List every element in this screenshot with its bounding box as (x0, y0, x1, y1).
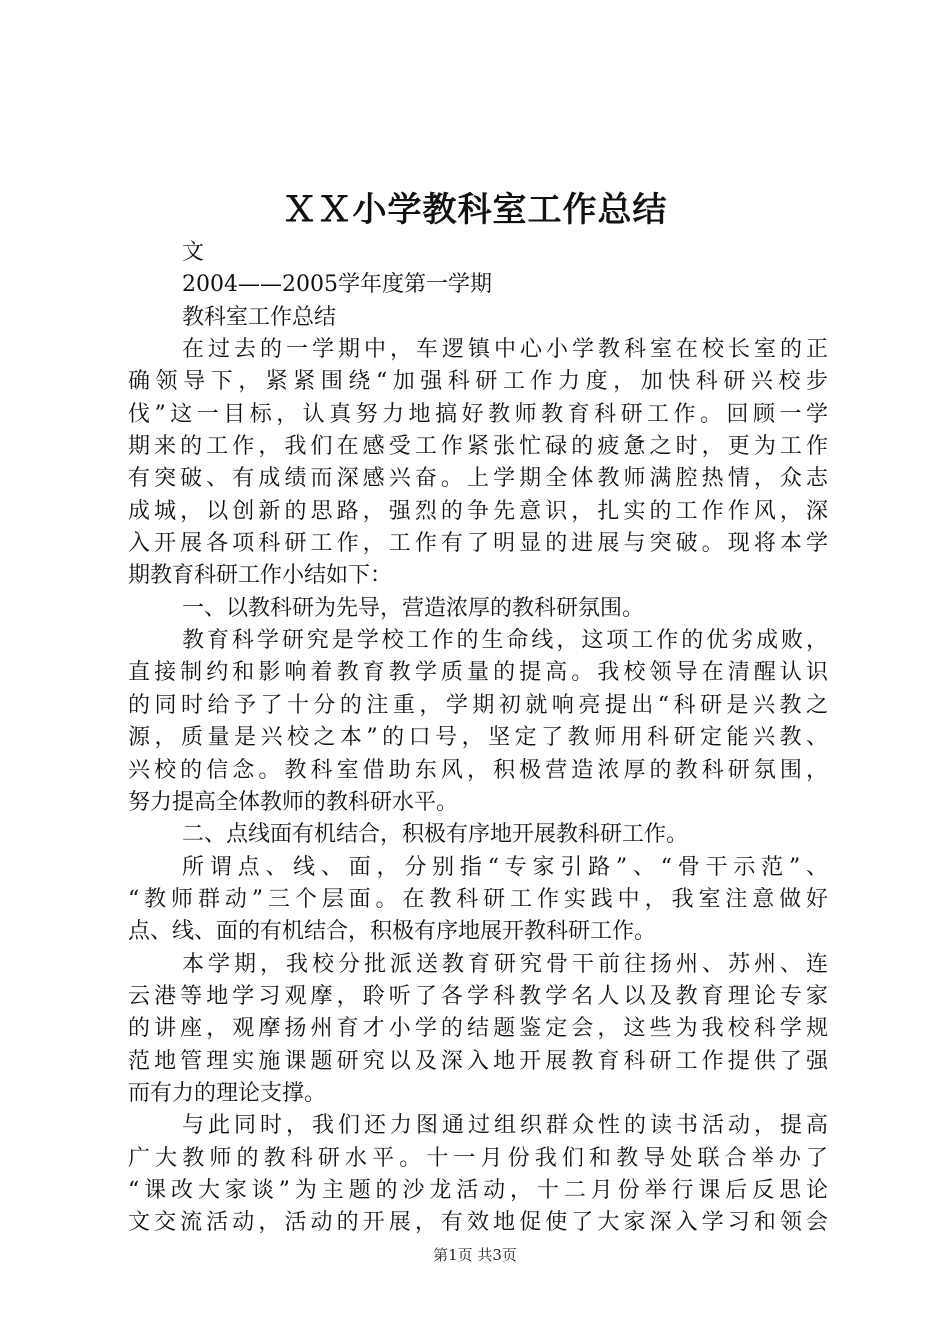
text-line: 教科室工作总结 (182, 304, 337, 330)
text-line: 广大教师的教科研水平。十一月份我们和教导处联合举办了 (128, 1145, 828, 1171)
text-line: 教育科学研究是学校工作的生命线，这项工作的优劣成败， (182, 628, 828, 654)
page-footer: 第1页 共3页 (433, 1246, 517, 1264)
text-line: 确领导下，紧紧围绕“加强科研工作力度，加快科研兴校步 (128, 369, 828, 395)
text-line: 有突破、有成绩而深感兴奋。上学期全体教师满腔热情，众志 (128, 466, 828, 492)
text-line: 云港等地学习观摩，聆听了各学科教学名人以及教育理论专家 (128, 983, 828, 1009)
text-line: 二、点线面有机结合，积极有序地开展教科研工作。 (182, 822, 689, 848)
text-line: 文 (182, 240, 205, 265)
document-title: ＸＸ小学教科室工作总结 (282, 190, 668, 230)
text-line: 的讲座，观摩扬州育才小学的结题鉴定会，这些为我校科学规 (128, 1016, 828, 1042)
text-line: 在过去的一学期中，车逻镇中心小学教科室在校长室的正 (182, 337, 828, 363)
text-line: 的同时给予了十分的注重，学期初就响亮提出“科研是兴教之 (128, 692, 828, 718)
text-line: 期教育科研工作小结如下： (128, 563, 393, 589)
text-line: 所谓点、线、面，分别指“专家引路”、“骨干示范”、 (182, 854, 828, 880)
text-line: 源，质量是兴校之本”的口号，坚定了教师用科研定能兴教、 (128, 725, 828, 751)
text-line: 努力提高全体教师的教科研水平。 (128, 789, 459, 815)
text-line: 本学期，我校分批派送教育研究骨干前往扬州、苏州、连 (182, 951, 828, 977)
text-line: “教师群动”三个层面。在教科研工作实践中，我室注意做好 (128, 886, 828, 912)
document-body (128, 237, 828, 1240)
text-line: 期来的工作，我们在感受工作紧张忙碌的疲惫之时，更为工作 (128, 434, 828, 460)
text-line: 范地管理实施课题研究以及深入地开展教育科研工作提供了强 (128, 1048, 828, 1074)
text-line: 一、以教科研为先导，营造浓厚的教科研氛围。 (182, 595, 645, 621)
text-line: 点、线、面的有机结合，积极有序地展开教科研工作。 (128, 919, 657, 945)
text-line: 而有力的理论支撑。 (128, 1080, 327, 1106)
text-line: 入开展各项科研工作，工作有了明显的进展与突破。现将本学 (128, 531, 828, 557)
text-line: 2004——2005学年度第一学期 (182, 272, 492, 298)
text-line: “课改大家谈”为主题的沙龙活动，十二月份举行课后反思论 (128, 1177, 828, 1203)
text-line: 直接制约和影响着教育教学质量的提高。我校领导在清醒认识 (128, 660, 828, 686)
text-line: 伐”这一目标，认真努力地搞好教师教育科研工作。回顾一学 (128, 401, 828, 427)
text-line: 文交流活动，活动的开展，有效地促使了大家深入学习和领会 (128, 1210, 828, 1236)
text-line: 与此同时，我们还力图通过组织群众性的读书活动，提高 (182, 1113, 828, 1139)
text-line: 兴校的信念。教科室借助东风，积极营造浓厚的教科研氛围， (128, 757, 828, 783)
text-line: 成城，以创新的思路，强烈的争先意识，扎实的工作作风，深 (128, 498, 828, 524)
